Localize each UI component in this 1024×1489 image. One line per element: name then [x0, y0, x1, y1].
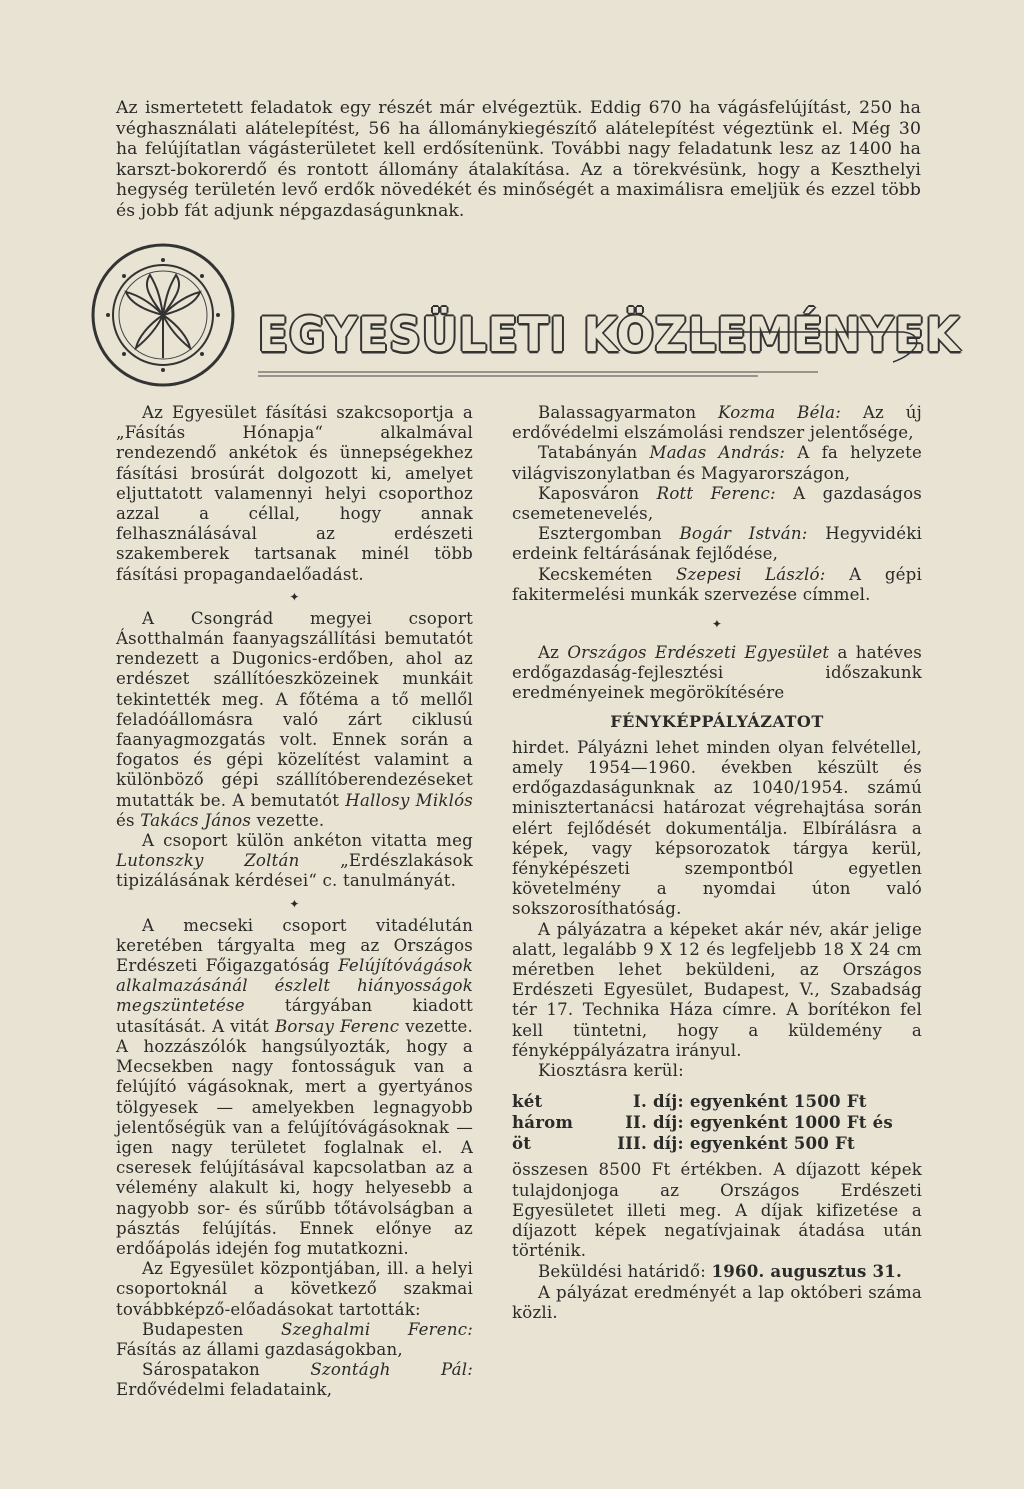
prize-count: öt [512, 1133, 532, 1154]
lecture-topic: Erdővédelmi feladataink, [116, 1380, 333, 1400]
lecture-topic: Fásítás az állami gazdaságokban, [116, 1339, 403, 1359]
p2-name-2: Takács János [140, 810, 252, 830]
lecture-city: Balassagyarmaton [538, 403, 697, 422]
deadline-label: Beküldési határidő: [538, 1262, 706, 1282]
contest-start: Az [538, 643, 560, 663]
header-double-rule [258, 370, 818, 378]
prize-rank: II. [625, 1112, 647, 1133]
p2-and: és [116, 810, 135, 830]
right-lecture-2 [512, 443, 922, 483]
prize-label: díj: egyenként 500 Ft [653, 1133, 855, 1154]
p4-end: vezette. A hozzászólók hangsúlyozták, hogy a Mecsekben nagy fontosságuk van a felújító vágásoknak, mert a gyertyános tölgyesek — amelyekben legnagyobb jelentőségük van a felújítóvágásoknak — igen nagy területet foglalnak el. A cseresek felújításával kapcsolatban az a vélemény alakult ki, hogy helyesebb a nagyobb sor- és sűrűbb tőtávolságban a pásztás felújítás. Ennek előnye az erdőápolás idején fog mutatkozni. [116, 1016, 473, 1258]
section-title: EGYESÜLETI KÖZLEMÉNYEK [258, 308, 961, 364]
left-column [116, 403, 473, 1401]
lecture-topic: A fa helyzete világviszonylatban és Magyarországon, [512, 443, 922, 483]
right-lecture-5 [512, 565, 922, 605]
contest-paragraph-1: hirdet. Pályázni lehet minden olyan felvétellel, amely 1954—1960. években készült és erdőgazdaságunknak az 1040/1954. számú minisztertanácsi határozat végrehajtása során elért fejlődését dokumentálja. Elbírálásra a képek, vagy képsorozatok tárgya kerül, fényképészeti szempontból egyetlen követelmény a nyomdai úton való sokszorosíthatóság. [512, 737, 922, 919]
lecture-speaker: Rott Ferenc: [656, 483, 776, 503]
prize-row [512, 1091, 922, 1112]
lecture-topic: Az új erdővédelmi elszámolási rendszer jelentősége, [512, 403, 922, 443]
prize-count: két [512, 1091, 543, 1112]
prize-label: díj: egyenként 1000 Ft és [653, 1112, 893, 1133]
lecture-topic: Hegyvidéki erdeink feltárásának fejlődése, [512, 524, 922, 564]
left-paragraph-1: Az Egyesület fásítási szakcsoportja a „Fásítás Hónapja“ alkalmával rendezendő ankétok és ünnepségekhez fásítási brosúrát dolgozott ki, amelyet eljuttatott valamennyi helyi csoporthoz azzal a céllal, hogy annak felhasználásával az erdészeti szakemberek tartsanak minél több fásítási propagandaelőadást. [116, 403, 473, 584]
fleuron-separator-icon: ✦ [289, 896, 300, 911]
p2-end: vezette. [256, 810, 325, 830]
lecture-speaker: Bogár István: [679, 524, 808, 544]
fleuron-separator-icon: ✦ [711, 617, 723, 632]
lecture-city: Kecskeméten [538, 564, 653, 584]
p4-start: A mecseki csoport vitadélután keretében tárgyalta meg az Országos Erdészeti Főigazgatóság [116, 915, 473, 976]
lecture-city: Kaposváron [538, 483, 640, 503]
p3-end: „Erdészlakások tipizálásának kérdései“ c. tanulmányát. [116, 851, 473, 891]
lecture-city: Budapesten [142, 1319, 244, 1339]
lecture-topic: A gépi fakitermelési munkák szervezése címmel. [512, 564, 922, 604]
right-lecture-3 [512, 484, 922, 524]
prize-table [512, 1091, 922, 1154]
section-header [88, 240, 961, 390]
lecture-speaker: Szeghalmi Ferenc: [281, 1319, 473, 1339]
p2-text: A Csongrád megyei csoport Ásotthalmán faanyagszállítási bemutatót rendezett a Dugonics-erdőben, ahol az erdészet szállítóeszközeinek munkáit tekintették meg. A főtéma a tő mellől feladóállomásra való zárt ciklusú faanyagmozgatás volt. Ennek során a fogatos és gépi közelítést valamint a különböző gépi szállítóberendezéseket mutatták be. A bemutatót [116, 608, 473, 810]
lecture-topic: A gazdaságos csemetenevelés, [512, 483, 922, 524]
contest-deadline [512, 1261, 922, 1282]
association-seal-icon [88, 240, 238, 390]
left-lecture-2 [116, 1360, 473, 1400]
right-lecture-1 [512, 403, 922, 443]
intro-text: Az ismertetett feladatok egy részét már elvégeztük. Eddig 670 ha vágásfelújítást, 250 ha véghasználati alátelepítést, 56 ha állománykiegészítő alátelepítést végeztünk el. Még 30 ha felújítatlan vágásterületet kell erdősítenünk. További nagy feladatunk lesz az 1400 ha karszt-bokorerdő és rontott állomány átalakítása. Az a törekvésünk, hogy a Keszthelyi hegység területén levő erdők növedékét és minőségét a maximálisra emeljük és ezzel több és jobb fát adjunk népgazdaságunknak. [116, 98, 921, 221]
right-column [512, 403, 922, 1323]
left-paragraph-2 [116, 609, 473, 831]
prize-row [512, 1112, 922, 1133]
lecture-city: Sárospatakon [142, 1360, 260, 1380]
p4-name: Borsay Ferenc [274, 1016, 400, 1036]
fleuron-separator-icon: ✦ [289, 589, 300, 604]
deadline-value: 1960. augusztus 31. [711, 1261, 902, 1282]
contest-paragraph-4: összesen 8500 Ft értékben. A díjazott képek tulajdonjoga az Országos Erdészeti Egyesületet illeti meg. A díjak kifizetése a díjazott képek negatívjainak átadása után történik. [512, 1160, 922, 1261]
left-paragraph-4 [116, 916, 473, 1259]
left-paragraph-3 [116, 831, 473, 892]
p3-start: A csoport külön ankéton vitatta meg [142, 831, 473, 851]
contest-org: Országos Erdészeti Egyesület [567, 643, 830, 663]
left-paragraph-5: Az Egyesület központjában, ill. a helyi csoportoknál a következő szakmai továbbképző-előadásokat tartották: [116, 1259, 473, 1319]
contest-paragraph-5: A pályázat eredményét a lap októberi száma közli. [512, 1282, 922, 1322]
lecture-speaker: Kozma Béla: [718, 403, 841, 422]
title-flourish-line [648, 324, 928, 364]
intro-paragraph [116, 98, 921, 221]
contest-heading: FÉNYKÉPPÁLYÁZATOT [610, 711, 824, 731]
lecture-city: Esztergomban [538, 524, 662, 544]
p2-name-1: Hallosy Miklós [345, 790, 473, 810]
p4-mid: tárgyában kiadott utasítását. A vitát [116, 996, 473, 1036]
p4-title: Felújítóvágások alkalmazásánál észlelt hiányosságok megszüntetése [116, 956, 473, 1016]
lecture-speaker: Madas András: [649, 443, 786, 463]
prize-count: három [512, 1112, 574, 1133]
prize-row [512, 1133, 922, 1154]
lecture-speaker: Szepesi László: [675, 564, 826, 584]
p3-name: Lutonszky Zoltán [116, 851, 300, 871]
lecture-city: Tatabányán [538, 443, 638, 463]
contest-paragraph-3: Kiosztásra kerül: [538, 1061, 684, 1081]
prize-label: díj: egyenként 1500 Ft [653, 1091, 867, 1112]
left-lecture-1 [116, 1320, 473, 1360]
contest-paragraph-2: A pályázatra a képeket akár név, akár jelige alatt, legalább 9 X 12 és legfeljebb 18 X 24 cm méretben lehet beküldeni, az Országos Erdészeti Egyesület, Budapest, V., Szabadság tér 17. Technika Háza címre. A borítékon fel kell tüntetni, hogy a küldemény a fényképpályázatra irányul. [512, 919, 922, 1060]
prize-rank: I. [633, 1091, 647, 1112]
right-lecture-4 [512, 524, 922, 564]
lecture-speaker: Szontágh Pál: [310, 1360, 473, 1380]
contest-end: a hatéves erdőgazdaság-fejlesztési időszakunk eredményeinek megörökítésére [512, 643, 922, 703]
prize-rank: III. [617, 1133, 647, 1154]
contest-intro [512, 643, 922, 704]
